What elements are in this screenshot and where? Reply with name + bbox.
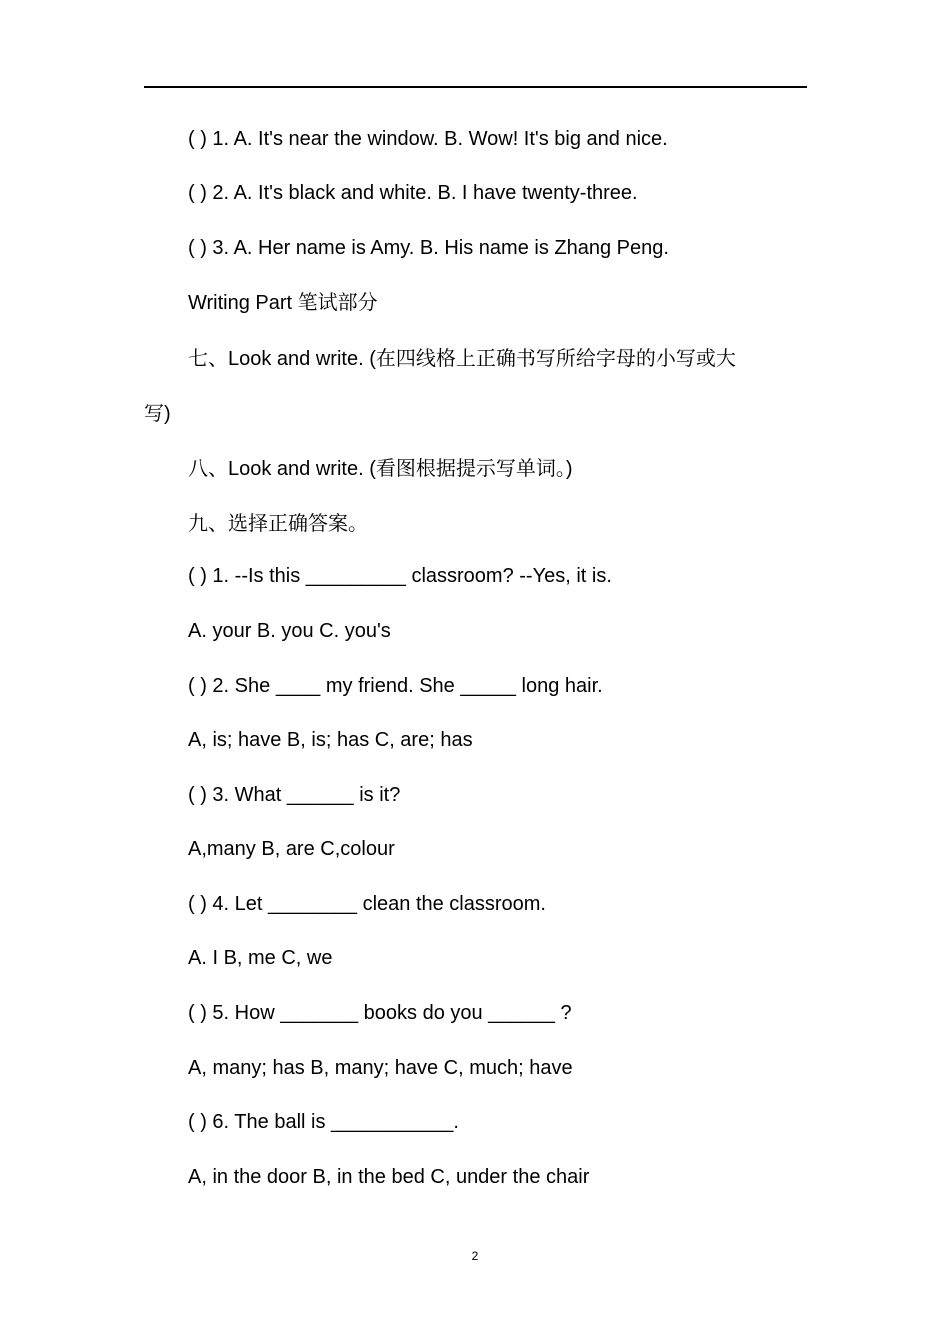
- question-2-options: A, is; have B, is; has C, are; has: [188, 729, 473, 751]
- question-5: ( ) 5. How _______ books do you ______ ?: [188, 1002, 572, 1024]
- section-7-heading-line1: 七、Look and write. (在四线格上正确书写所给字母的小写或大: [188, 348, 736, 370]
- question-1-options: A. your B. you C. you's: [188, 620, 391, 642]
- question-4-options: A. I B, me C, we: [188, 947, 333, 969]
- question-6-options: A, in the door B, in the bed C, under the chair: [188, 1166, 590, 1188]
- section-7-heading-line2: 写): [144, 403, 171, 425]
- listening-item-1: ( ) 1. A. It's near the window. B. Wow! It's big and nice.: [188, 128, 668, 150]
- question-1: ( ) 1. --Is this _________ classroom? --Yes, it is.: [188, 565, 612, 587]
- question-5-options: A, many; has B, many; have C, much; have: [188, 1057, 573, 1079]
- listening-item-3: ( ) 3. A. Her name is Amy. B. His name is Zhang Peng.: [188, 237, 669, 259]
- question-3: ( ) 3. What ______ is it?: [188, 784, 401, 806]
- question-4: ( ) 4. Let ________ clean the classroom.: [188, 893, 546, 915]
- header-rule: [144, 86, 807, 88]
- listening-item-2: ( ) 2. A. It's black and white. B. I have twenty-three.: [188, 182, 638, 204]
- question-3-options: A,many B, are C,colour: [188, 838, 395, 860]
- question-2: ( ) 2. She ____ my friend. She _____ long hair.: [188, 675, 603, 697]
- question-6: ( ) 6. The ball is ___________.: [188, 1111, 459, 1133]
- section-9-heading: 九、选择正确答案。: [188, 513, 368, 535]
- writing-part-heading: Writing Part 笔试部分: [188, 292, 378, 314]
- section-8-heading: 八、Look and write. (看图根据提示写单词。): [188, 458, 573, 480]
- page-number: 2: [471, 1249, 479, 1263]
